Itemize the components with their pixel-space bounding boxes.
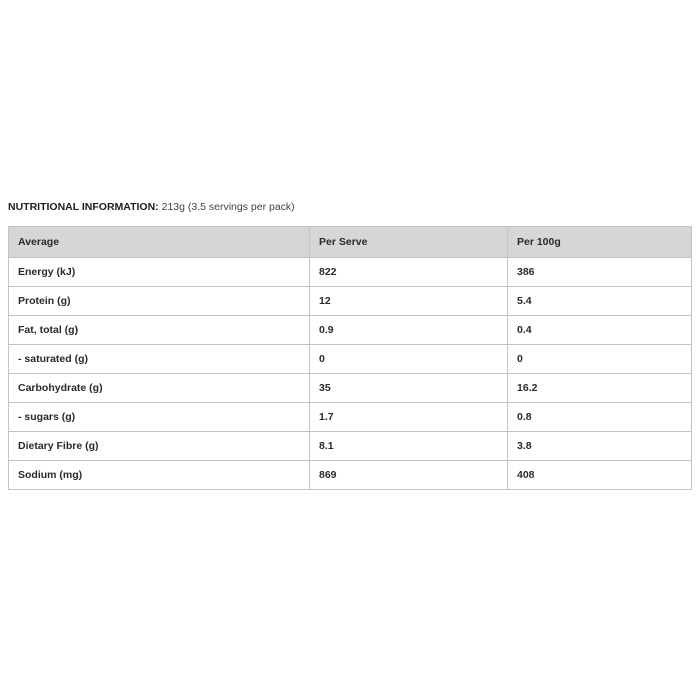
per-100g-value: 0: [508, 345, 692, 374]
header-per-serve: Per Serve: [310, 227, 508, 258]
per-serve-value: 869: [310, 461, 508, 490]
table-row: [9, 403, 692, 432]
per-100g-value: 408: [508, 461, 692, 490]
row-label: Energy (kJ): [9, 258, 310, 287]
table-row: [9, 287, 692, 316]
table-row: [9, 345, 692, 374]
table-header-row: [9, 227, 692, 258]
row-label: Protein (g): [9, 287, 310, 316]
header-average: Average: [9, 227, 310, 258]
per-serve-value: 0: [310, 345, 508, 374]
per-serve-value: 8.1: [310, 432, 508, 461]
per-serve-value: 1.7: [310, 403, 508, 432]
per-serve-value: 0.9: [310, 316, 508, 345]
per-serve-value: 822: [310, 258, 508, 287]
per-100g-value: 0.4: [508, 316, 692, 345]
per-100g-value: 386: [508, 258, 692, 287]
row-label: Sodium (mg): [9, 461, 310, 490]
row-label: - saturated (g): [9, 345, 310, 374]
table-row: [9, 374, 692, 403]
header-per-100g: Per 100g: [508, 227, 692, 258]
nutrition-caption: [8, 200, 295, 214]
per-serve-value: 12: [310, 287, 508, 316]
table-row: [9, 258, 692, 287]
table-row: [9, 432, 692, 461]
per-100g-value: 16.2: [508, 374, 692, 403]
row-label: Dietary Fibre (g): [9, 432, 310, 461]
per-100g-value: 0.8: [508, 403, 692, 432]
per-serve-value: 35: [310, 374, 508, 403]
per-100g-value: 5.4: [508, 287, 692, 316]
nutrition-table: [8, 226, 692, 490]
table-row: [9, 461, 692, 490]
caption-label: NUTRITIONAL INFORMATION:: [8, 201, 159, 213]
per-100g-value: 3.8: [508, 432, 692, 461]
row-label: Carbohydrate (g): [9, 374, 310, 403]
row-label: Fat, total (g): [9, 316, 310, 345]
table-row: [9, 316, 692, 345]
row-label: - sugars (g): [9, 403, 310, 432]
caption-value: 213g (3.5 servings per pack): [158, 201, 295, 213]
